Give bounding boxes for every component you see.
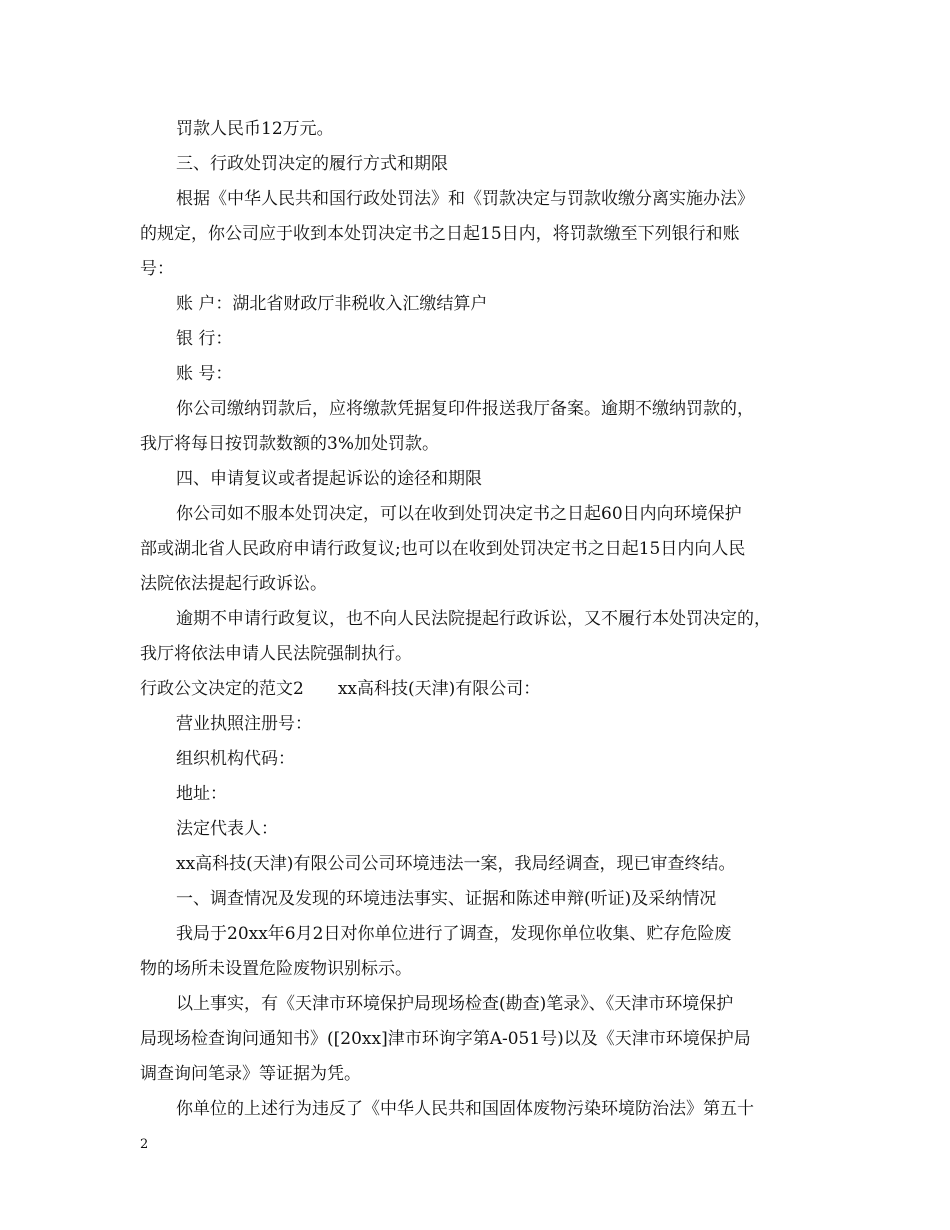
line-text: 三、行政处罚决定的履行方式和期限 xyxy=(176,154,448,174)
section-heading xyxy=(0,147,950,181)
text-line xyxy=(0,427,950,461)
line-text: 号： xyxy=(140,259,174,279)
text-line xyxy=(0,217,950,251)
line-text: 的规定，你公司应于收到本处罚决定书之日起15日内，将罚款缴至下列银行和账 xyxy=(140,224,740,244)
text-line xyxy=(0,917,950,951)
line-text: 一、调查情况及发现的环境违法事实、证据和陈述申辩(听证)及采纳情况 xyxy=(176,889,717,909)
text-line xyxy=(0,987,950,1021)
line-text: 调查询问笔录》等证据为凭。 xyxy=(140,1064,361,1084)
line-text: 账 号： xyxy=(176,364,233,384)
line-text: 你公司如不服本处罚决定，可以在收到处罚决定书之日起60日内向环境保护 xyxy=(176,504,742,524)
line-text: xx高科技(天津)有限公司公司环境违法一案，我局经调查，现已审查终结。 xyxy=(176,854,736,874)
line-text: 组织机构代码： xyxy=(176,749,295,769)
line-text: 营业执照注册号： xyxy=(176,714,312,734)
line-text: 逾期不申请行政复议，也不向人民法院提起行政诉讼，又不履行本处罚决定的， xyxy=(176,609,771,629)
line-text: 法院依法提起行政诉讼。 xyxy=(140,574,327,594)
text-line xyxy=(0,1022,950,1056)
line-text: 局现场检查询问通知书》([20xx]津市环询字第A-051号)以及《天津市环境保护局 xyxy=(140,1029,751,1049)
text-line xyxy=(0,182,950,216)
line-text: 四、申请复议或者提起诉讼的途径和期限 xyxy=(176,469,482,489)
text-line xyxy=(0,952,950,986)
line-text: 我局于20xx年6月2日对你单位进行了调查，发现你单位收集、贮存危险废 xyxy=(176,924,732,944)
text-line xyxy=(0,812,950,846)
line-text: 行政公文决定的范文2 xx高科技(天津)有限公司： xyxy=(140,679,541,699)
text-line xyxy=(0,742,950,776)
line-text: 账 户：湖北省财政厅非税收入汇缴结算户 xyxy=(176,294,488,314)
line-text: 法定代表人： xyxy=(176,819,278,839)
line-text: 物的场所未设置危险废物识别标示。 xyxy=(140,959,412,979)
line-text: 我厅将依法申请人民法院强制执行。 xyxy=(140,644,412,664)
text-line xyxy=(0,497,950,531)
text-line xyxy=(0,567,950,601)
section-heading xyxy=(0,882,950,916)
text-line xyxy=(0,847,950,881)
text-line xyxy=(0,707,950,741)
line-text: 银 行： xyxy=(176,329,233,349)
text-line xyxy=(0,1092,950,1126)
text-line xyxy=(0,532,950,566)
document-title-line xyxy=(0,672,950,706)
line-text: 罚款人民币12万元。 xyxy=(176,119,334,139)
text-line xyxy=(0,112,950,146)
text-line xyxy=(0,287,950,321)
line-text: 根据《中华人民共和国行政处罚法》和《罚款决定与罚款收缴分离实施办法》 xyxy=(176,189,754,209)
text-line xyxy=(0,602,950,636)
line-text: 你公司缴纳罚款后，应将缴款凭据复印件报送我厅备案。逾期不缴纳罚款的， xyxy=(176,399,754,419)
text-line xyxy=(0,392,950,426)
text-line xyxy=(0,252,950,286)
text-line xyxy=(0,357,950,391)
text-line xyxy=(0,1057,950,1091)
line-text: 你单位的上述行为违反了《中华人民共和国固体废物污染环境防治法》第五十 xyxy=(176,1099,754,1119)
line-text: 我厅将每日按罚款数额的3%加处罚款。 xyxy=(140,434,439,454)
line-text: 地址： xyxy=(176,784,227,804)
text-line xyxy=(0,322,950,356)
page-number: 2 xyxy=(140,1137,149,1152)
line-text: 以上事实，有《天津市环境保护局现场检查(勘查)笔录》、《天津市环境保护 xyxy=(176,994,734,1014)
section-heading xyxy=(0,462,950,496)
text-line xyxy=(0,637,950,671)
text-line xyxy=(0,777,950,811)
line-text: 部或湖北省人民政府申请行政复议;也可以在收到处罚决定书之日起15日内向人民 xyxy=(140,539,746,559)
